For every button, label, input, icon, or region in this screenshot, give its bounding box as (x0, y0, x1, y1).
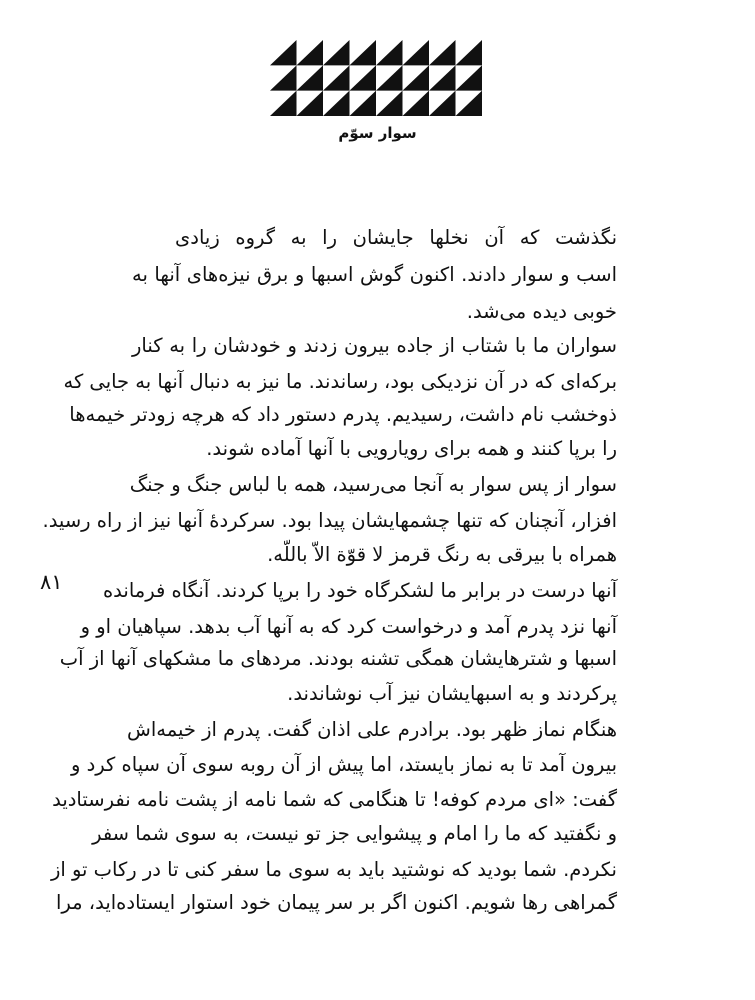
text-line: اسب و سوار دادند. اکنون گوش اسبها و برق نیزه‌های آنها به (132, 263, 617, 286)
ornament-triangle (456, 65, 483, 90)
text-line: اسبها و شترهایشان همگی تشنه بودند. مردهای ما مشکهای آنها از آب (59, 647, 617, 670)
text-line: سواران ما با شتاب از جاده بیرون زدند و خودشان را به کنار (132, 334, 617, 357)
ornament-triangle (403, 40, 430, 65)
text-line: نکردم. شما بودید که نوشتید باید به سوی ما سفر کنی تا در رکاب تو از (50, 858, 617, 881)
text-line: ذوخشب نام داشت، رسیدیم. پدرم دستور داد که هرچه زودتر خیمه‌ها (69, 403, 617, 426)
text-line: آنها درست در برابر ما لشکرگاه خود را برپا کردند. آنگاه فرمانده (102, 579, 617, 602)
ornament-triangle (350, 91, 377, 116)
text-line: پرکردند و به اسبهایشان نیز آب نوشاندند. (287, 682, 617, 705)
text-line: نگذشت که آن نخلها جایشان را به گروه زیادی (175, 226, 617, 249)
page-number: ۸۱ (40, 570, 63, 594)
chapter-title: سوار سوّم (338, 124, 417, 142)
ornament-triangle (323, 40, 350, 65)
ornament-triangle (376, 65, 403, 90)
ornament-triangle (429, 40, 456, 65)
ornament-triangle (376, 40, 403, 65)
ornament-triangle (456, 40, 483, 65)
ornament-triangle (270, 65, 297, 90)
text-line: خوبی دیده می‌شد. (466, 300, 617, 323)
ornament-triangle (376, 91, 403, 116)
ornament-triangle (403, 91, 430, 116)
ornament-triangle (350, 40, 377, 65)
ornament-triangle (323, 65, 350, 90)
ornament-triangle (429, 91, 456, 116)
text-line: را برپا کنند و همه برای رویارویی با آنها آماده شوند. (206, 437, 617, 460)
ornament-triangle (297, 91, 324, 116)
text-line: آنها نزد پدرم آمد و درخواست کرد که به آنها آب بدهد. سپاهیان او و (80, 615, 617, 638)
text-line: گفت: «ای مردم کوفه! تا هنگامی که شما نامه از پشت نامه نفرستادید (52, 788, 617, 811)
ornament-triangle (270, 91, 297, 116)
ornament-triangle (297, 65, 324, 90)
triangle-ornament (270, 40, 482, 116)
ornament-triangle (297, 40, 324, 65)
text-line: بیرون آمد تا به نماز بایستد، اما پیش از آن روبه سوی آن سپاه کرد و (71, 753, 617, 776)
text-line: برکه‌ای که در آن نزدیکی بود، رساندند. ما نیز به دنبال آنها به جایی که (63, 370, 617, 393)
text-line: هنگام نماز ظهر بود. برادرم علی اذان گفت. پدرم از خیمه‌اش (127, 718, 617, 741)
ornament-triangle (270, 40, 297, 65)
text-line: همراه با بیرقی به رنگ قرمز لا قوّة الاّ باللّه. (267, 543, 617, 566)
ornament-triangle (323, 91, 350, 116)
ornament-triangle (456, 91, 483, 116)
text-line: سوار از پس سوار به آنجا می‌رسید، همه با لباس جنگ و جنگ (129, 473, 617, 496)
text-line: گمراهی رها شویم. اکنون اگر بر سر پیمان خود استوار ایستاده‌اید، مرا (55, 891, 617, 914)
text-line: افزار، آنچنان که تنها چشمهایشان پیدا بود. سرکردهٔ آنها نیز از راه رسید. (42, 509, 617, 532)
text-line: و نگفتید که ما را امام و پیشوایی جز تو نیست، به سوی شما سفر (92, 822, 617, 845)
ornament-triangle (429, 65, 456, 90)
ornament-triangle (403, 65, 430, 90)
ornament-triangle (350, 65, 377, 90)
